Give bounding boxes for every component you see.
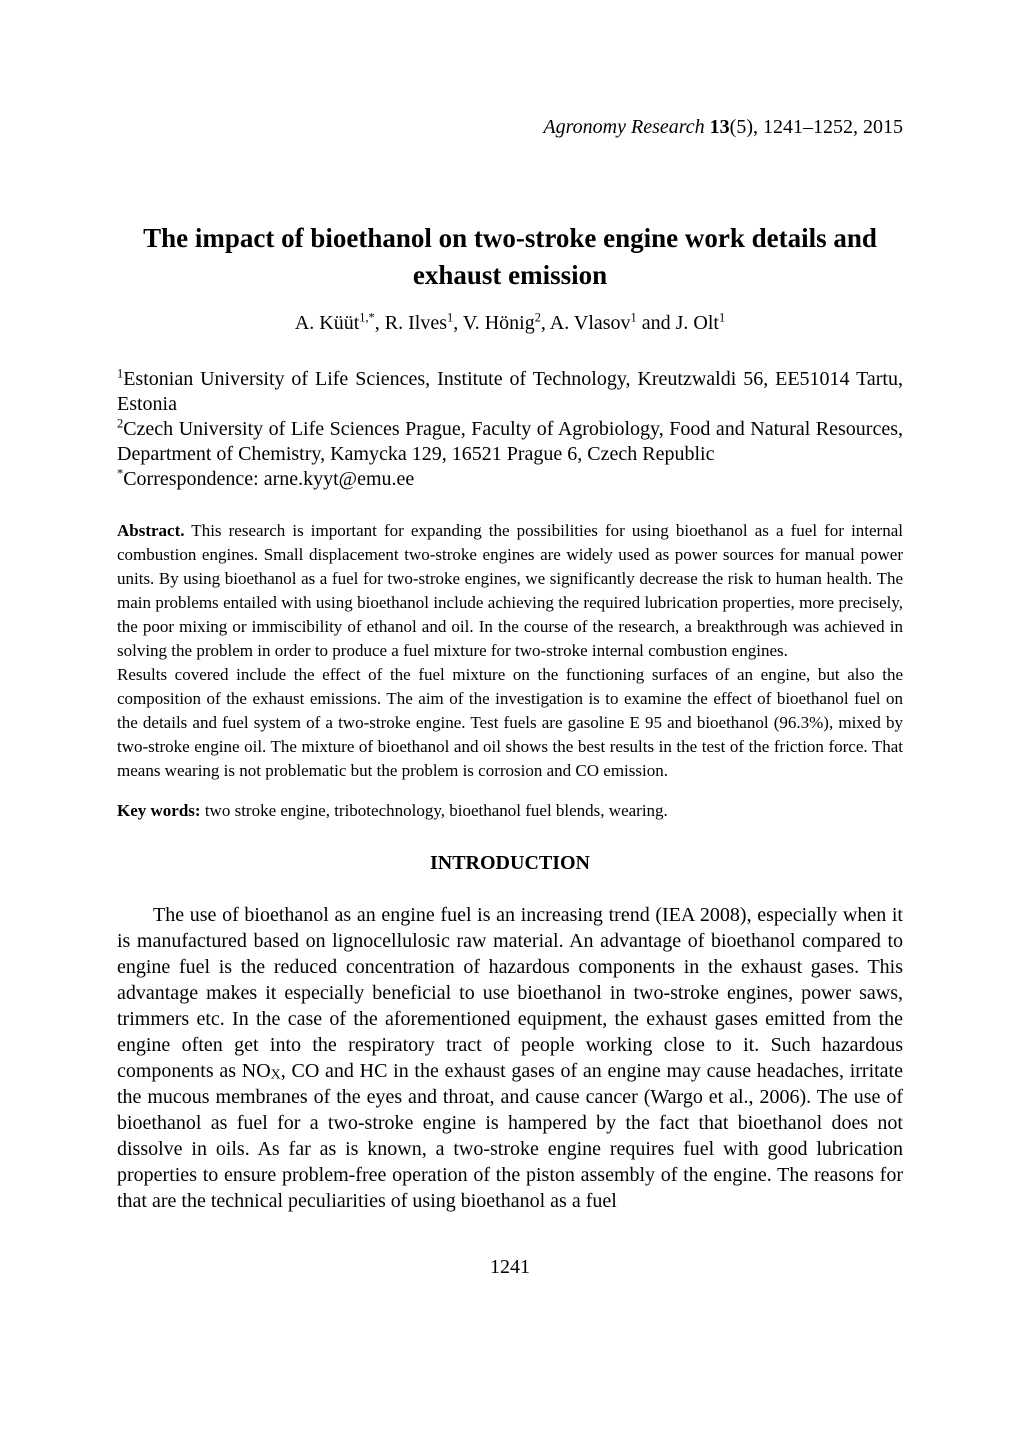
abstract-text: Results covered include the effect of the fuel mixture on the functioning surfaces of an engine, but also the composition of the exhaust emissions. The aim of the investigation is to examine the effect of bioethanol fuel on the details and fuel system of a two-stroke engine. Test fuels are gasoline E 95 and bioethanol (96.3%), mixed by two-stroke engine oil. The mixture of bioethanol and oil shows the best results in the test of the friction force. That means wearing is not problematic but the problem is corrosion and CO emission. [117,665,903,780]
author-affiliation-superscript: 1 [630,310,637,325]
introduction-text: , CO and HC in the exhaust gases of an engine may cause headaches, irritate the mucous membranes of the eyes and throat, and cause cancer (Wargo et al., 2006). The use of bioethanol as fuel for a two-stroke engine is hampered by the fact that bioethanol does not dissolve in oils. As far as is known, a two-stroke engine requires fuel with good lubrication properties to ensure problem-free operation of the piston assembly of the engine. The reasons for that are the technical peculiarities of using bioethanol as a fuel [117,1060,903,1212]
author-affiliation-superscript: 1 [718,310,726,325]
correspondence-text: Correspondence: arne.kyyt@emu.ee [123,468,415,490]
author-affiliation-superscript: 1 [446,310,454,325]
keywords-line [117,799,903,823]
journal-header [117,0,903,140]
introduction-heading: INTRODUCTION [429,852,591,874]
introduction-paragraph [117,902,903,1214]
affiliation-text: Estonian University of Life Sciences, Institute of Technology, Kreutzwaldi 56, EE51014 Tartu, Estonia [117,368,903,415]
abstract-label: Abstract. [117,521,185,540]
author-name: , V. Hönig [453,312,535,334]
journal-name: Agronomy Research [543,116,710,138]
abstract-section [117,519,903,783]
nox-subscript: X [270,1067,281,1083]
affiliation-text: Czech University of Life Sciences Prague, Faculty of Agrobiology, Food and Natural Resources, Department of Chemistry, Kamycka 129, 16521 Prague 6, Czech Republic [117,418,903,465]
page-content [117,0,903,1280]
author-affiliation-superscript: 1,* [359,310,375,325]
author-name: , A. Vlasov [540,312,631,334]
affiliation-list [117,367,903,492]
keywords-text: two stroke engine, tribotechnology, bioethanol fuel blends, wearing. [200,801,668,820]
page-number: 1241 [490,1256,530,1278]
affiliation-item [117,417,903,467]
affiliation-item [117,367,903,417]
abstract-paragraph [117,519,903,663]
introduction-text: The use of bioethanol as an engine fuel is an increasing trend (IEA 2008), especially when it is manufactured based on lignocellulosic raw material. An advantage of bioethanol compared to engine fuel is the reduced concentration of hazardous components in the exhaust gases. This advantage makes it especially beneficial to use bioethanol in two-stroke engines, power saws, trimmers etc. In the case of the aforementioned equipment, the exhaust gases emitted from the engine often get into the respiratory tract of people working close to it. Such hazardous components as NO [117,904,903,1082]
author-name: A. Küüt [294,312,360,334]
abstract-text: This research is important for expanding the possibilities for using bioethanol as a fuel for internal combustion engines. Small displacement two-stroke engines are widely used as power sources for manual power units. By using bioethanol as a fuel for two-stroke engines, we significantly decrease the risk to human health. The main problems entailed with using bioethanol include achieving the required lubrication properties, more precisely, the poor mixing or immiscibility of ethanol and oil. In the course of the research, a breakthrough was achieved in solving the problem in order to produce a fuel mixture for two-stroke internal combustion engines. [117,521,903,660]
correspondence-marker: * [117,466,124,481]
correspondence-line [117,467,903,492]
authors-line [117,308,903,338]
author-affiliation-superscript: 2 [534,310,541,325]
affiliation-marker: 1 [117,366,124,381]
journal-issue-pages: (5), 1241–1252, 2015 [729,116,903,138]
keywords-label: Key words: [117,801,201,820]
author-name: , R. Ilves [374,312,447,334]
paper-title: The impact of bioethanol on two-stroke engine work details and exhaust emission [143,223,877,290]
author-name: and J. Olt [636,312,719,334]
affiliation-marker: 2 [117,416,124,431]
journal-volume: 13 [709,116,730,138]
abstract-paragraph [117,663,903,783]
